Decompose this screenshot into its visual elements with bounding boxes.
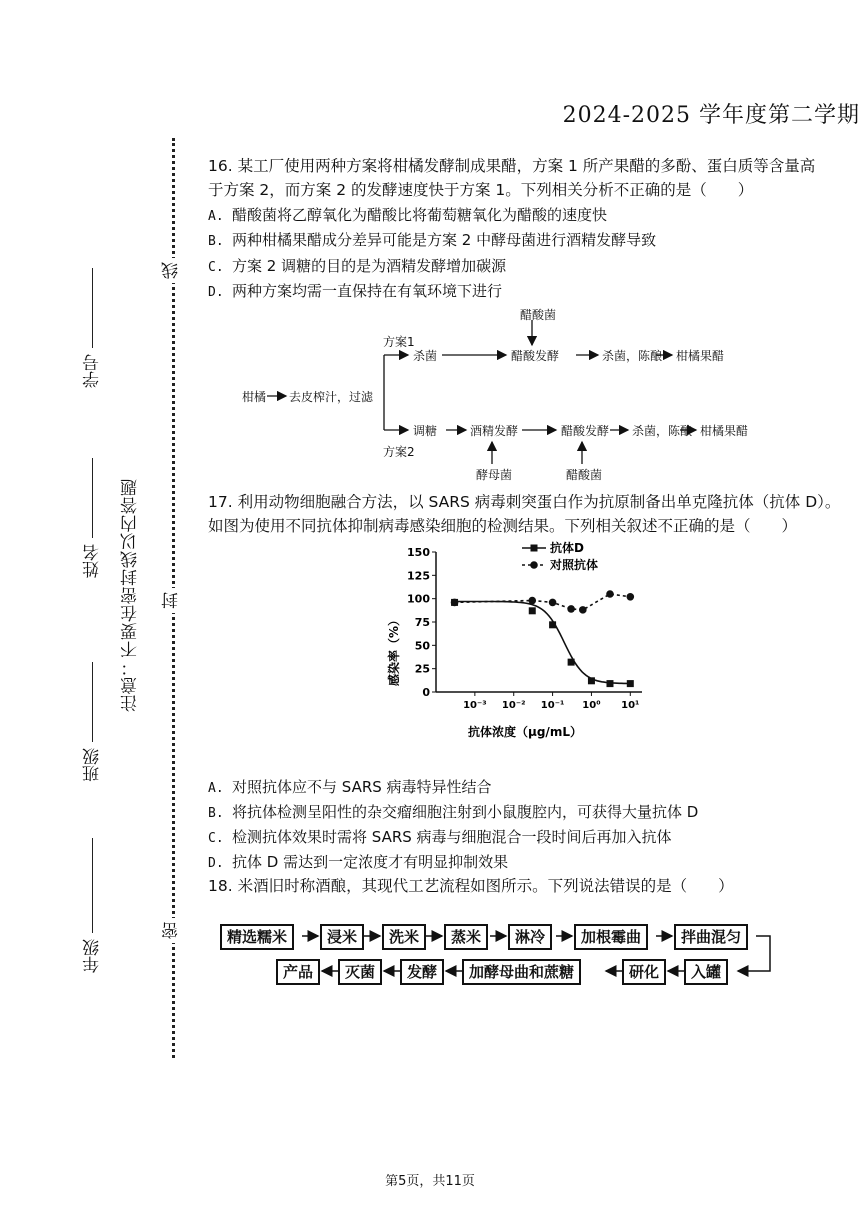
chart-y-tick-label: 75 [414, 616, 430, 629]
flow-step: 产品 [276, 959, 320, 985]
option-text: 将抗体检测呈阳性的杂交瘤细胞注射到小鼠腹腔内，可获得大量抗体 D [232, 803, 699, 821]
option-letter: C. [208, 831, 224, 846]
chart-y-tick-label: 50 [414, 639, 430, 653]
chart-x-tick-label: 10⁰ [582, 700, 601, 711]
chart-x-tick-label: 10⁻³ [463, 700, 487, 711]
diagram-plan2-label: 方案2 [383, 445, 415, 459]
seal-mark-seal: 封 [162, 588, 182, 613]
q17-stem-line2: 如图为使用不同抗体抑制病毒感染细胞的检测结果。下列相关叙述不正确的是（ ） [208, 517, 798, 535]
option-text: 检测抗体效果时需将 SARS 病毒与细胞混合一段时间后再加入抗体 [232, 828, 672, 846]
flow-step: 蒸米 [444, 924, 488, 950]
chart-x-tick-label: 10⁻² [501, 700, 526, 711]
plan2-node: 调糖 [413, 424, 438, 438]
chart-y-tick-label: 150 [407, 546, 430, 559]
option-text: 醋酸菌将乙醇氧化为醋酸比将葡萄糖氧化为醋酸的速度快 [232, 206, 608, 224]
flow-step: 灭菌 [338, 959, 382, 985]
legend-label: 抗体D [550, 541, 584, 555]
chart-x-tick-label: 10¹ [621, 700, 640, 711]
plan2-node: 柑橘果醋 [700, 424, 749, 438]
class-label: 班级 [83, 748, 103, 782]
flow-step: 洗米 [382, 924, 426, 950]
flow-step: 入罐 [684, 959, 728, 985]
grade-label: 年级 [83, 939, 103, 973]
option-letter: A. [208, 781, 224, 796]
option-text: 对照抗体应不与 SARS 病毒特异性结合 [232, 778, 492, 796]
seal-mark-line: 线 [162, 258, 182, 283]
flow-step: 浸米 [320, 924, 364, 950]
seal-mark-secret: 密 [162, 918, 182, 943]
option-letter: B. [208, 806, 224, 821]
chart-y-tick-label: 25 [414, 662, 430, 676]
q18-stem-line1: 18. 米酒旧时称酒酿，其现代工艺流程如图所示。下列说法错误的是（ ） [208, 877, 734, 895]
option-text: 方案 2 调糖的目的是为酒精发酵增加碳源 [232, 257, 507, 275]
flow-step: 研化 [622, 959, 666, 985]
diagram-yeast-input: 酵母菌 [476, 468, 513, 482]
plan1-node: 杀菌，陈酿 [602, 349, 663, 363]
flow-step: 拌曲混匀 [674, 924, 748, 950]
q17-stem-line1: 17. 利用动物细胞融合方法，以 SARS 病毒刺突蛋白作为抗原制备出单克隆抗体（抗体 D）。 [208, 493, 841, 511]
flow-step: 淋冷 [508, 924, 552, 950]
plan1-node: 杀菌 [413, 349, 438, 363]
flow-step: 加酵母曲和蔗糖 [462, 959, 581, 985]
diagram-plan1-label: 方案1 [383, 335, 415, 349]
plan2-node: 醋酸发酵 [561, 424, 610, 438]
plan2-node: 杀菌，陈酿 [632, 424, 693, 438]
diagram-acetobacter-input: 醋酸菌 [520, 308, 557, 322]
option-text: 两种柑橘果醋成分差异可能是方案 2 中酵母菌进行酒精发酵导致 [232, 231, 657, 249]
chart-y-axis-label: 感染率（%） [387, 613, 401, 687]
diagram-start-node: 柑橘 [242, 390, 267, 404]
chart-x-axis-label: 抗体浓度（μg/mL） [468, 725, 582, 739]
q16-stem-line2: 于方案 2，而方案 2 的发酵速度快于方案 1。下列相关分析不正确的是（ ） [208, 181, 754, 199]
chart-y-tick-label: 125 [407, 569, 430, 583]
diagram-acetobacter-input-2: 醋酸菌 [566, 468, 603, 482]
flow-step: 发酵 [400, 959, 444, 985]
plan1-node: 柑橘果醋 [676, 349, 725, 363]
option-letter: C. [208, 260, 224, 275]
flow-step: 加根霉曲 [574, 924, 648, 950]
diagram-step-juice: 去皮榨汁，过滤 [289, 390, 374, 404]
plan1-node: 醋酸发酵 [511, 349, 560, 363]
page-number: 第5页，共11页 [385, 1174, 475, 1189]
q16-stem-line1: 16. 某工厂使用两种方案将柑橘发酵制成果醋，方案 1 所产果醋的多酚、蛋白质等含量高 [208, 157, 816, 175]
option-letter: D. [208, 285, 224, 300]
student-id-label: 学号 [83, 354, 103, 388]
option-text: 抗体 D 需达到一定浓度才有明显抑制效果 [232, 853, 509, 871]
legend-label: 对照抗体 [550, 558, 599, 572]
chart-y-tick-label: 100 [407, 592, 430, 606]
flow-step: 精选糯米 [220, 924, 294, 950]
exam-title: 2024-2025 学年度第二学期 [562, 103, 860, 128]
plan2-node: 酒精发酵 [470, 424, 519, 438]
option-letter: A. [208, 209, 224, 224]
chart-x-tick-label: 10⁻¹ [540, 700, 565, 711]
seal-notice: 注意：不要在密封线以内答题 [121, 478, 141, 712]
option-letter: B. [208, 234, 224, 249]
student-name-label: 姓名 [83, 544, 103, 578]
option-letter: D. [208, 856, 224, 871]
chart-y-tick-label: 0 [422, 686, 430, 699]
option-text: 两种方案均需一直保持在有氧环境下进行 [232, 282, 503, 300]
